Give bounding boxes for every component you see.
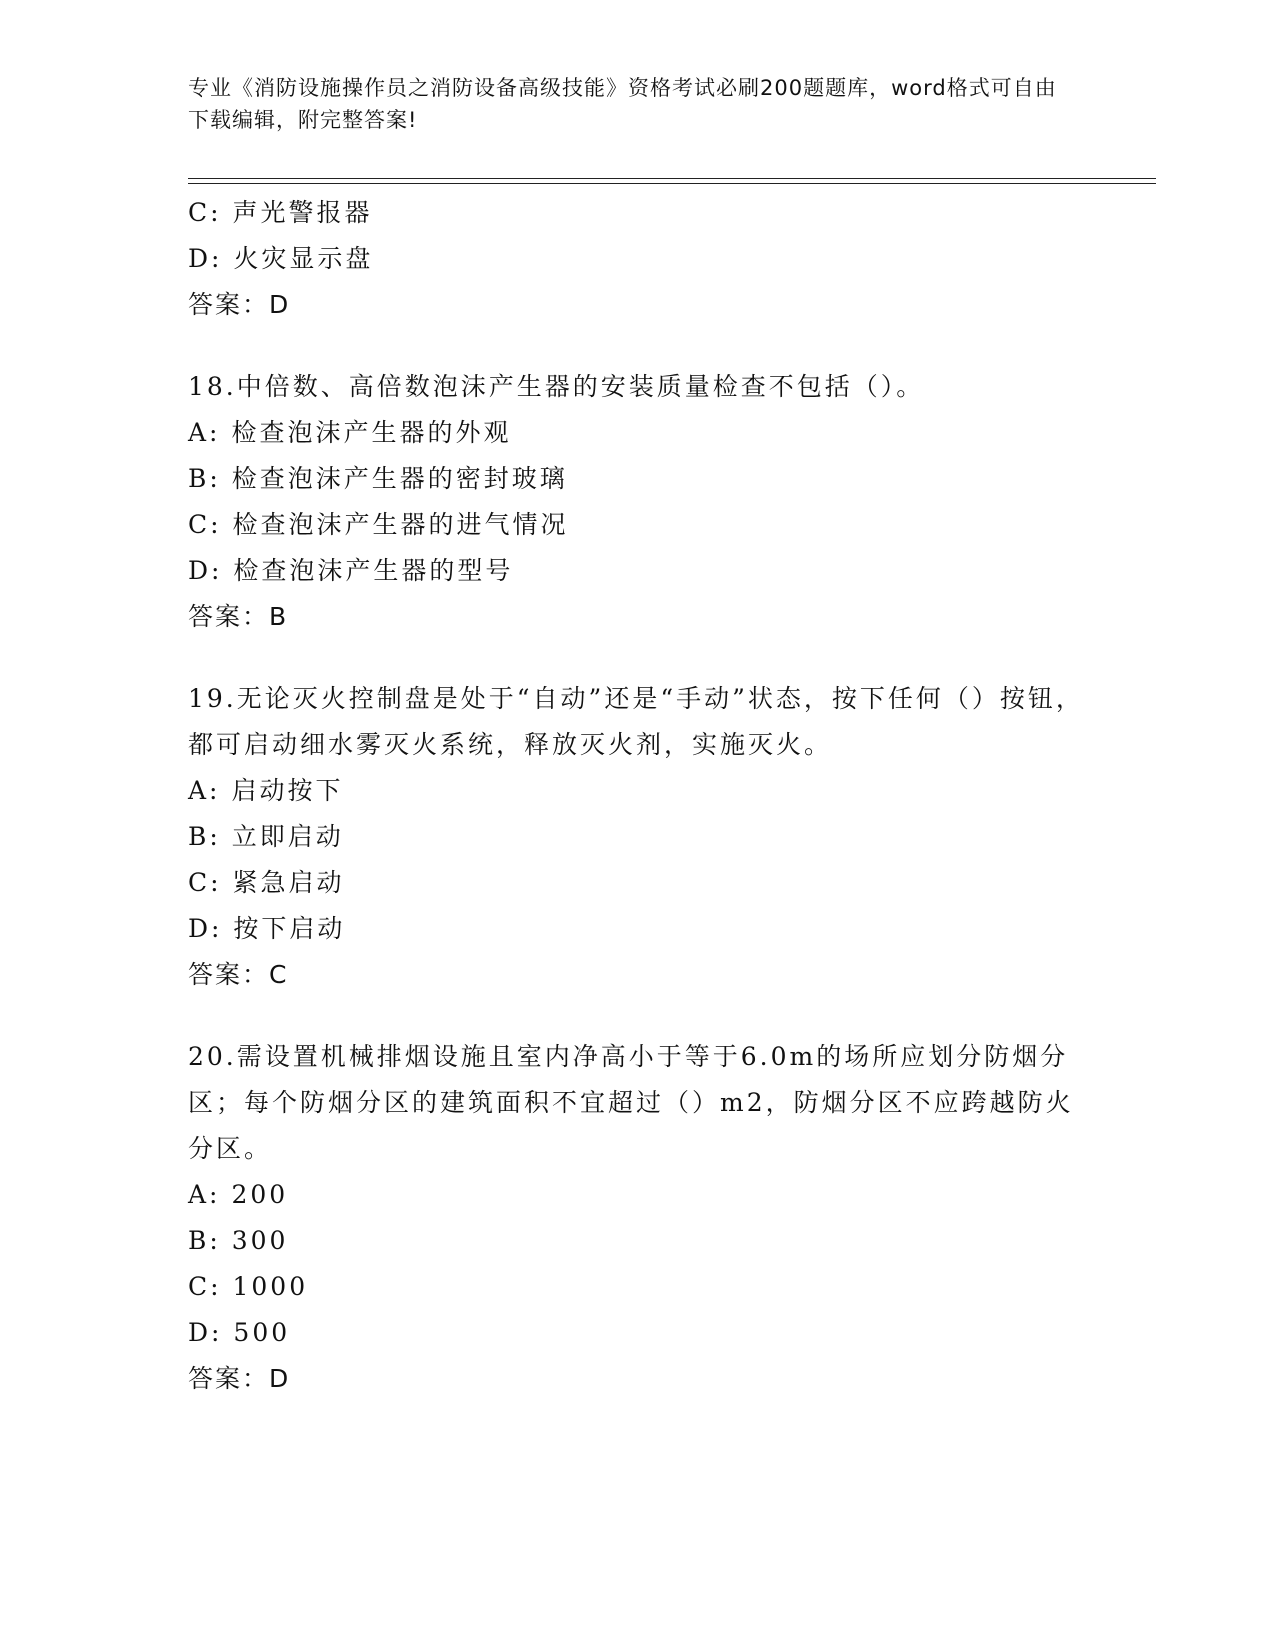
answer: 答案：B xyxy=(188,602,289,631)
answer: 答案：C xyxy=(188,960,289,989)
option-c: C: 紧急启动 xyxy=(188,868,345,897)
option-a: A: 检查泡沫产生器的外观 xyxy=(188,418,512,447)
option-d: D: 500 xyxy=(188,1318,291,1347)
answer: 答案：D xyxy=(188,1364,291,1393)
option-d: D: 检查泡沫产生器的型号 xyxy=(188,556,514,585)
option-a: A: 200 xyxy=(188,1180,289,1209)
option-a: A: 启动按下 xyxy=(188,776,344,805)
option-b: B: 300 xyxy=(188,1226,289,1255)
question-18 xyxy=(188,364,1088,640)
question-title: 19.无论灭火控制盘是处于“自动”还是“手动”状态，按下任何（）按钮，都可启动细水雾灭火系统，释放灭火剂，实施灭火。 xyxy=(188,684,1084,759)
answer: 答案：D xyxy=(188,290,291,319)
question-17-partial xyxy=(188,190,1088,328)
document-header: 专业《消防设施操作员之消防设备高级技能》资格考试必刷200题题库，word格式可自由下载编辑，附完整答案! xyxy=(188,76,1057,132)
question-list xyxy=(188,190,1088,1402)
option-c: C: 1000 xyxy=(188,1272,309,1301)
question-title: 20.需设置机械排烟设施且室内净高小于等于6.0m的场所应划分防烟分区；每个防烟分区的建筑面积不宜超过（）m2，防烟分区不应跨越防火分区。 xyxy=(188,1042,1074,1163)
question-title: 18.中倍数、高倍数泡沫产生器的安装质量检查不包括（）。 xyxy=(188,372,925,401)
option-c: C: 声光警报器 xyxy=(188,198,373,227)
header-divider-top xyxy=(188,178,1156,179)
option-b: B: 立即启动 xyxy=(188,822,344,851)
header-divider-bottom xyxy=(188,183,1156,184)
option-b: B: 检查泡沫产生器的密封玻璃 xyxy=(188,464,568,493)
question-20 xyxy=(188,1034,1088,1402)
question-19 xyxy=(188,676,1088,998)
option-d: D: 火灾显示盘 xyxy=(188,244,374,273)
option-d: D: 按下启动 xyxy=(188,914,346,943)
option-c: C: 检查泡沫产生器的进气情况 xyxy=(188,510,569,539)
